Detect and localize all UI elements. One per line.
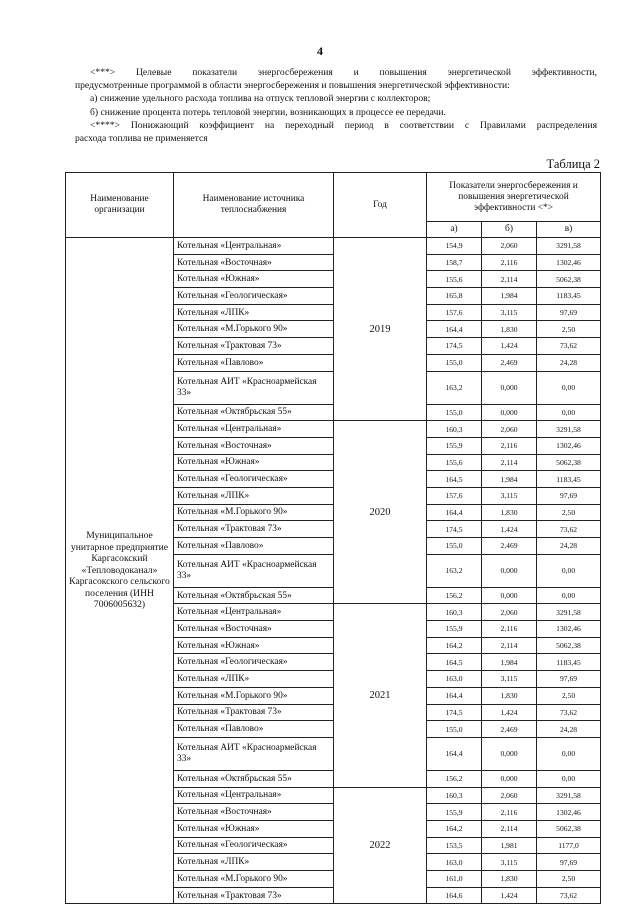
value-a-cell: 155,0 xyxy=(427,354,482,371)
source-name-cell: Котельная «Восточная» xyxy=(174,254,334,271)
source-name-cell: Котельная «Павлово» xyxy=(174,721,334,738)
source-name-cell: Котельная «Геологическая» xyxy=(174,837,334,854)
value-c-cell: 97,69 xyxy=(537,487,601,504)
year-cell: 2022 xyxy=(334,787,427,904)
value-a-cell: 155,9 xyxy=(427,437,482,454)
source-name-cell: Котельная «М.Горького 90» xyxy=(174,504,334,521)
value-b-cell: 2,116 xyxy=(482,621,537,638)
source-name-cell: Котельная «Центральная» xyxy=(174,421,334,438)
header-indicators: Показатели энергосбережения и повышения энергетической эффективности <*> xyxy=(427,173,601,222)
source-name-cell: Котельная «М.Горького 90» xyxy=(174,687,334,704)
source-name-cell: Котельная «М.Горького 90» xyxy=(174,321,334,338)
value-c-cell: 24,28 xyxy=(537,538,601,555)
value-c-cell: 3291,58 xyxy=(537,787,601,804)
note-line: б) снижение процента потерь тепловой энергии, возникающих в процессе ее передачи. xyxy=(90,106,446,118)
value-a-cell: 164,5 xyxy=(427,654,482,671)
value-c-cell: 2,50 xyxy=(537,871,601,888)
value-c-cell: 97,69 xyxy=(537,304,601,321)
value-b-cell: 1,830 xyxy=(482,504,537,521)
source-name-cell: Котельная «Южная» xyxy=(174,820,334,837)
value-a-cell: 157,6 xyxy=(427,304,482,321)
source-name-cell: Котельная «Восточная» xyxy=(174,621,334,638)
value-b-cell: 2,116 xyxy=(482,254,537,271)
value-b-cell: 1,830 xyxy=(482,871,537,888)
source-name-cell: Котельная «Южная» xyxy=(174,637,334,654)
value-b-cell: 1,984 xyxy=(482,654,537,671)
value-b-cell: 1,830 xyxy=(482,687,537,704)
value-c-cell: 0,00 xyxy=(537,587,601,604)
value-c-cell: 24,28 xyxy=(537,354,601,371)
source-name-cell: Котельная «Южная» xyxy=(174,454,334,471)
value-a-cell: 163,0 xyxy=(427,671,482,688)
source-name-cell: Котельная «Центральная» xyxy=(174,604,334,621)
value-c-cell: 3291,58 xyxy=(537,238,601,255)
value-c-cell: 1177,0 xyxy=(537,837,601,854)
source-name-cell: Котельная «ЛПК» xyxy=(174,304,334,321)
value-c-cell: 5062,38 xyxy=(537,820,601,837)
value-a-cell: 156,2 xyxy=(427,587,482,604)
value-c-cell: 3291,58 xyxy=(537,604,601,621)
value-b-cell: 2,469 xyxy=(482,354,537,371)
value-a-cell: 161,0 xyxy=(427,871,482,888)
source-name-cell: Котельная «Восточная» xyxy=(174,804,334,821)
note-line: а) снижение удельного расхода топлива на отпуск тепловой энергии с коллекторов; xyxy=(90,93,431,105)
value-a-cell: 164,5 xyxy=(427,471,482,488)
indicators-table xyxy=(65,172,601,904)
value-b-cell: 3,115 xyxy=(482,487,537,504)
value-a-cell: 174,5 xyxy=(427,704,482,721)
value-b-cell: 2,116 xyxy=(482,437,537,454)
value-b-cell: 2,060 xyxy=(482,421,537,438)
value-c-cell: 73,62 xyxy=(537,704,601,721)
value-b-cell: 2,469 xyxy=(482,538,537,555)
value-b-cell: 0,000 xyxy=(482,587,537,604)
value-c-cell: 1302,46 xyxy=(537,804,601,821)
value-c-cell: 0,00 xyxy=(537,404,601,421)
note-line: <***> Целевые показатели энергосбережения и повышения энергетической эффективности, xyxy=(90,67,597,78)
organization-cell: Муниципальное унитарное предприятие Каргасокский «Тепловодоканал» Каргасокского сельского поселения (ИНН 7006005632) xyxy=(66,238,174,904)
value-a-cell: 155,6 xyxy=(427,271,482,288)
value-c-cell: 5062,38 xyxy=(537,637,601,654)
year-cell: 2021 xyxy=(334,604,427,787)
source-name-cell: Котельная «ЛПК» xyxy=(174,854,334,871)
value-a-cell: 160,3 xyxy=(427,604,482,621)
value-b-cell: 0,000 xyxy=(482,371,537,404)
header-year: Год xyxy=(334,173,427,238)
value-a-cell: 165,8 xyxy=(427,288,482,305)
header-source: Наименование источника теплоснабжения xyxy=(174,173,334,238)
source-name-cell: Котельная «Трактовая 73» xyxy=(174,704,334,721)
value-c-cell: 0,00 xyxy=(537,554,601,587)
value-a-cell: 155,0 xyxy=(427,404,482,421)
source-name-cell: Котельная «Восточная» xyxy=(174,437,334,454)
value-b-cell: 2,469 xyxy=(482,721,537,738)
source-name-cell: Котельная «Центральная» xyxy=(174,238,334,255)
value-b-cell: 0,000 xyxy=(482,737,537,770)
source-name-cell: Котельная АИТ «Красноармейская 33» xyxy=(174,371,334,404)
value-b-cell: 0,000 xyxy=(482,404,537,421)
value-c-cell: 24,28 xyxy=(537,721,601,738)
value-b-cell: 3,115 xyxy=(482,304,537,321)
value-a-cell: 164,6 xyxy=(427,887,482,904)
value-c-cell: 1183,45 xyxy=(537,288,601,305)
header-col-a: а) xyxy=(427,222,482,238)
source-name-cell: Котельная «ЛПК» xyxy=(174,671,334,688)
value-b-cell: 3,115 xyxy=(482,854,537,871)
value-a-cell: 155,6 xyxy=(427,454,482,471)
value-c-cell: 2,50 xyxy=(537,504,601,521)
value-b-cell: 1,984 xyxy=(482,471,537,488)
source-name-cell: Котельная «ЛПК» xyxy=(174,487,334,504)
value-a-cell: 156,2 xyxy=(427,770,482,787)
source-name-cell: Котельная «Октябрьская 55» xyxy=(174,404,334,421)
value-a-cell: 153,5 xyxy=(427,837,482,854)
value-b-cell: 2,114 xyxy=(482,454,537,471)
source-name-cell: Котельная АИТ «Красноармейская 33» xyxy=(174,554,334,587)
source-name-cell: Котельная «Центральная» xyxy=(174,787,334,804)
value-b-cell: 3,115 xyxy=(482,671,537,688)
value-c-cell: 0,00 xyxy=(537,737,601,770)
source-name-cell: Котельная АИТ «Красноармейская 33» xyxy=(174,737,334,770)
value-c-cell: 73,62 xyxy=(537,521,601,538)
source-name-cell: Котельная «Геологическая» xyxy=(174,654,334,671)
value-b-cell: 2,060 xyxy=(482,604,537,621)
value-c-cell: 5062,38 xyxy=(537,454,601,471)
source-name-cell: Котельная «Геологическая» xyxy=(174,288,334,305)
value-c-cell: 1302,46 xyxy=(537,437,601,454)
value-a-cell: 174,5 xyxy=(427,338,482,355)
value-b-cell: 1,984 xyxy=(482,288,537,305)
value-b-cell: 2,114 xyxy=(482,271,537,288)
year-cell: 2019 xyxy=(334,238,427,421)
value-a-cell: 164,4 xyxy=(427,504,482,521)
source-name-cell: Котельная «Геологическая» xyxy=(174,471,334,488)
value-a-cell: 160,3 xyxy=(427,787,482,804)
footnotes xyxy=(75,66,597,145)
value-a-cell: 164,2 xyxy=(427,820,482,837)
value-b-cell: 2,116 xyxy=(482,804,537,821)
value-b-cell: 1,981 xyxy=(482,837,537,854)
value-b-cell: 1,424 xyxy=(482,887,537,904)
value-c-cell: 97,69 xyxy=(537,854,601,871)
value-b-cell: 0,000 xyxy=(482,770,537,787)
table-caption: Таблица 2 xyxy=(546,157,600,171)
value-c-cell: 2,50 xyxy=(537,687,601,704)
value-c-cell: 1183,45 xyxy=(537,654,601,671)
value-a-cell: 163,0 xyxy=(427,854,482,871)
value-b-cell: 1,424 xyxy=(482,521,537,538)
value-a-cell: 164,2 xyxy=(427,637,482,654)
value-c-cell: 0,00 xyxy=(537,371,601,404)
value-b-cell: 1,424 xyxy=(482,704,537,721)
value-c-cell: 1302,46 xyxy=(537,621,601,638)
value-c-cell: 97,69 xyxy=(537,671,601,688)
table-body xyxy=(66,238,601,904)
value-a-cell: 163,2 xyxy=(427,554,482,587)
value-a-cell: 154,9 xyxy=(427,238,482,255)
value-a-cell: 164,4 xyxy=(427,687,482,704)
value-c-cell: 5062,38 xyxy=(537,271,601,288)
header-organization: Наименование организации xyxy=(66,173,174,238)
value-c-cell: 73,62 xyxy=(537,887,601,904)
value-c-cell: 1183,45 xyxy=(537,471,601,488)
value-a-cell: 155,0 xyxy=(427,538,482,555)
value-c-cell: 0,00 xyxy=(537,770,601,787)
source-name-cell: Котельная «Трактовая 73» xyxy=(174,521,334,538)
value-b-cell: 1,424 xyxy=(482,338,537,355)
value-c-cell: 73,62 xyxy=(537,338,601,355)
table-row xyxy=(66,238,601,255)
value-b-cell: 2,114 xyxy=(482,637,537,654)
value-a-cell: 160,3 xyxy=(427,421,482,438)
source-name-cell: Котельная «Трактовая 73» xyxy=(174,887,334,904)
source-name-cell: Котельная «Трактовая 73» xyxy=(174,338,334,355)
source-name-cell: Котельная «Южная» xyxy=(174,271,334,288)
value-a-cell: 163,2 xyxy=(427,371,482,404)
value-b-cell: 2,060 xyxy=(482,787,537,804)
value-a-cell: 157,6 xyxy=(427,487,482,504)
source-name-cell: Котельная «Павлово» xyxy=(174,538,334,555)
source-name-cell: Котельная «Октябрьская 55» xyxy=(174,587,334,604)
value-a-cell: 155,9 xyxy=(427,804,482,821)
value-b-cell: 2,060 xyxy=(482,238,537,255)
value-c-cell: 1302,46 xyxy=(537,254,601,271)
source-name-cell: Котельная «Октябрьская 55» xyxy=(174,770,334,787)
value-a-cell: 155,9 xyxy=(427,621,482,638)
value-b-cell: 1,830 xyxy=(482,321,537,338)
source-name-cell: Котельная «М.Горького 90» xyxy=(174,871,334,888)
value-a-cell: 158,7 xyxy=(427,254,482,271)
value-c-cell: 2,50 xyxy=(537,321,601,338)
value-b-cell: 2,114 xyxy=(482,820,537,837)
value-b-cell: 0,000 xyxy=(482,554,537,587)
page-number: 4 xyxy=(317,44,323,58)
value-a-cell: 164,4 xyxy=(427,737,482,770)
note-line: предусмотренные программой в области энергосбережения и повышения энергетической эффективности: xyxy=(75,80,510,92)
note-line: <****> Понижающий коэффициент на переходный период в соответствии с Правилами распределения xyxy=(90,119,597,131)
source-name-cell: Котельная «Павлово» xyxy=(174,354,334,371)
value-a-cell: 155,0 xyxy=(427,721,482,738)
value-c-cell: 3291,58 xyxy=(537,421,601,438)
year-cell: 2020 xyxy=(334,421,427,604)
note-line: расхода топлива не применяется xyxy=(75,133,208,145)
header-col-b: б) xyxy=(482,222,537,238)
value-a-cell: 174,5 xyxy=(427,521,482,538)
header-col-c: в) xyxy=(537,222,601,238)
value-a-cell: 164,4 xyxy=(427,321,482,338)
